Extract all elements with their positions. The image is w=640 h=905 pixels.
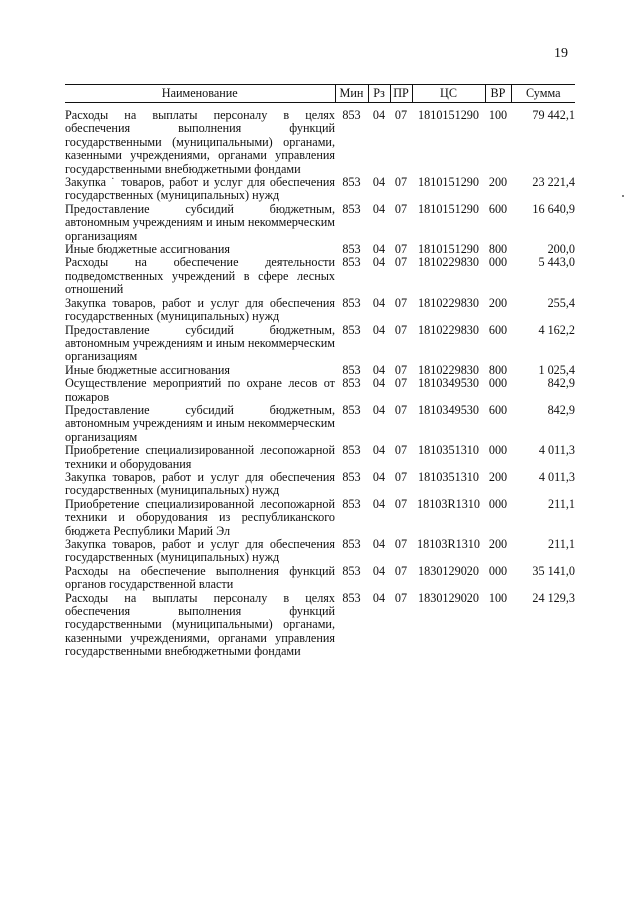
- table-row: [65, 243, 575, 256]
- cell-name: Расходы на выплаты персоналу в целях обеспечения выполнения функций государственными (муниципальными) органами, казенными учреждениями, органами управления государственными внебюджетными фондами: [65, 590, 335, 659]
- cell-pr: 07: [394, 295, 408, 310]
- cell-cs: 1810349530: [418, 376, 479, 391]
- cell-name: Иные бюджетные ассигнования: [65, 362, 231, 377]
- cell-min: 853: [342, 201, 361, 216]
- cell-vr: 200: [488, 175, 508, 190]
- cell-pr: 07: [394, 175, 408, 190]
- cell-pr: 07: [394, 563, 408, 578]
- table-row: [65, 364, 575, 377]
- cell-vr: 200: [488, 469, 508, 484]
- table-row: [65, 203, 575, 243]
- cell-cs: 1810351310: [418, 469, 479, 484]
- cell-vr: 000: [488, 255, 508, 270]
- cell-sum: 211,1: [548, 537, 575, 551]
- cell-pr: 07: [394, 402, 408, 417]
- cell-sum: 1 025,4: [538, 362, 575, 377]
- cell-rz: 04: [372, 201, 386, 216]
- cell-name: Закупка ˙ товаров, работ и услуг для обеспечения государственных (муниципальных) нужд: [65, 175, 335, 203]
- cell-min: 853: [342, 563, 361, 578]
- table-row: [65, 592, 575, 659]
- header-pr: ПР: [390, 85, 412, 103]
- cell-pr: 07: [394, 537, 408, 551]
- table-row: [65, 377, 575, 404]
- cell-cs: 1810151290: [418, 175, 479, 190]
- cell-sum: 35 141,0: [532, 563, 575, 578]
- cell-name: Предоставление субсидий бюджетным, автономным учреждениям и иным некоммерческим организациям: [65, 201, 335, 243]
- cell-pr: 07: [394, 242, 408, 257]
- cell-vr: 000: [488, 496, 508, 511]
- cell-vr: 800: [488, 362, 508, 377]
- table-row: [65, 324, 575, 364]
- cell-cs: 1810151290: [418, 108, 479, 122]
- cell-min: 853: [342, 537, 361, 551]
- cell-name: Расходы на выплаты персоналу в целях обеспечения выполнения функций государственными (муниципальными) органами, казенными учреждениями, органами управления государственными внебюджетными фондами: [65, 108, 335, 176]
- cell-cs: 1830129020: [418, 563, 479, 578]
- cell-sum: 842,9: [547, 402, 575, 417]
- cell-cs: 18103R1310: [417, 496, 480, 511]
- cell-sum: 4 162,2: [538, 322, 575, 337]
- cell-rz: 04: [372, 362, 386, 377]
- cell-rz: 04: [372, 295, 386, 310]
- table-row: [65, 176, 575, 203]
- budget-table: [65, 84, 575, 659]
- cell-sum: 79 442,1: [532, 108, 575, 122]
- cell-min: 853: [342, 469, 361, 484]
- table-row: [65, 471, 575, 498]
- table-row: [65, 538, 575, 565]
- cell-min: 853: [342, 376, 361, 391]
- cell-vr: 600: [488, 402, 508, 417]
- cell-rz: 04: [372, 322, 386, 337]
- cell-cs: 1810151290: [418, 201, 479, 216]
- cell-sum: 4 011,3: [538, 469, 575, 484]
- cell-pr: 07: [394, 496, 408, 511]
- cell-name: Приобретение специализированной лесопожарной техники и оборудования из республиканского бюджета Республики Марий Эл: [65, 496, 335, 538]
- table-row: [65, 565, 575, 592]
- cell-pr: 07: [394, 201, 408, 216]
- cell-sum: 211,1: [548, 496, 575, 511]
- header-name: Наименование: [65, 85, 335, 103]
- cell-min: 853: [342, 402, 361, 417]
- cell-cs: 1810229830: [418, 295, 479, 310]
- cell-name: Расходы на обеспечение выполнения функций органов государственной власти: [65, 563, 335, 592]
- cell-min: 853: [342, 242, 361, 257]
- cell-pr: 07: [394, 255, 408, 270]
- table-header-row: [65, 85, 575, 103]
- table-row: [65, 444, 575, 471]
- header-cs: ЦС: [412, 85, 485, 103]
- cell-cs: 18103R1310: [417, 537, 480, 551]
- table-body: [65, 103, 575, 659]
- cell-pr: 07: [394, 590, 408, 605]
- cell-rz: 04: [372, 376, 386, 391]
- cell-rz: 04: [372, 537, 386, 551]
- cell-pr: 07: [394, 376, 408, 391]
- table-row: [65, 404, 575, 444]
- cell-rz: 04: [372, 108, 386, 122]
- cell-cs: 1810349530: [418, 402, 479, 417]
- cell-min: 853: [342, 295, 361, 310]
- cell-min: 853: [342, 108, 361, 122]
- cell-min: 853: [342, 255, 361, 270]
- cell-name: Закупка товаров, работ и услуг для обеспечения государственных (муниципальных) нужд: [65, 295, 335, 324]
- cell-rz: 04: [372, 469, 386, 484]
- cell-sum: 24 129,3: [532, 590, 575, 605]
- cell-vr: 200: [488, 537, 508, 551]
- table-row: [65, 297, 575, 324]
- cell-min: 853: [342, 362, 361, 377]
- cell-cs: 1810151290: [418, 242, 479, 257]
- cell-rz: 04: [372, 175, 386, 190]
- cell-name: Предоставление субсидий бюджетным, автономным учреждениям и иным некоммерческим организациям: [65, 322, 335, 364]
- cell-vr: 000: [488, 443, 508, 458]
- table-row: [65, 256, 575, 296]
- page-number: 19: [554, 46, 568, 61]
- cell-min: 853: [342, 175, 361, 190]
- cell-vr: 000: [488, 563, 508, 578]
- cell-rz: 04: [372, 563, 386, 578]
- cell-min: 853: [342, 590, 361, 605]
- cell-vr: 200: [488, 295, 508, 310]
- cell-vr: 000: [488, 376, 508, 391]
- cell-sum: 255,4: [547, 295, 575, 310]
- cell-name: Закупка товаров, работ и услуг для обеспечения государственных (муниципальных) нужд: [65, 537, 335, 565]
- cell-name: Осуществление мероприятий по охране лесов от пожаров: [65, 376, 335, 404]
- cell-cs: 1810229830: [418, 362, 479, 377]
- cell-rz: 04: [372, 242, 386, 257]
- header-min: Мин: [335, 85, 368, 103]
- header-sum: Сумма: [511, 85, 575, 103]
- cell-sum: 4 011,3: [538, 443, 575, 458]
- cell-min: 853: [342, 322, 361, 337]
- cell-pr: 07: [394, 322, 408, 337]
- cell-sum: 842,9: [547, 376, 575, 391]
- cell-rz: 04: [372, 402, 386, 417]
- scan-speck: [622, 195, 624, 197]
- cell-name: Иные бюджетные ассигнования: [65, 242, 231, 257]
- cell-pr: 07: [394, 108, 408, 122]
- cell-sum: 5 443,0: [538, 255, 575, 270]
- cell-vr: 100: [488, 590, 508, 605]
- table-row: [65, 498, 575, 538]
- cell-sum: 200,0: [547, 242, 575, 257]
- table-row: [65, 103, 575, 177]
- cell-cs: 1810229830: [418, 255, 479, 270]
- cell-cs: 1810229830: [418, 322, 479, 337]
- cell-name: Расходы на обеспечение деятельности подведомственных учреждений в сфере лесных отношений: [65, 255, 335, 297]
- cell-cs: 1830129020: [418, 590, 479, 605]
- cell-rz: 04: [372, 255, 386, 270]
- cell-min: 853: [342, 443, 361, 458]
- header-rz: Рз: [368, 85, 390, 103]
- cell-min: 853: [342, 496, 361, 511]
- cell-name: Предоставление субсидий бюджетным, автономным учреждениям и иным некоммерческим организациям: [65, 402, 335, 444]
- cell-pr: 07: [394, 443, 408, 458]
- cell-vr: 100: [488, 108, 508, 122]
- cell-vr: 800: [488, 242, 508, 257]
- cell-vr: 600: [488, 322, 508, 337]
- cell-name: Приобретение специализированной лесопожарной техники и оборудования: [65, 443, 335, 471]
- cell-sum: 23 221,4: [532, 175, 575, 190]
- cell-rz: 04: [372, 496, 386, 511]
- cell-pr: 07: [394, 362, 408, 377]
- cell-cs: 1810351310: [418, 443, 479, 458]
- cell-sum: 16 640,9: [532, 201, 575, 216]
- cell-name: Закупка товаров, работ и услуг для обеспечения государственных (муниципальных) нужд: [65, 469, 335, 498]
- header-vr: ВР: [485, 85, 511, 103]
- cell-rz: 04: [372, 590, 386, 605]
- cell-rz: 04: [372, 443, 386, 458]
- cell-vr: 600: [488, 201, 508, 216]
- cell-pr: 07: [394, 469, 408, 484]
